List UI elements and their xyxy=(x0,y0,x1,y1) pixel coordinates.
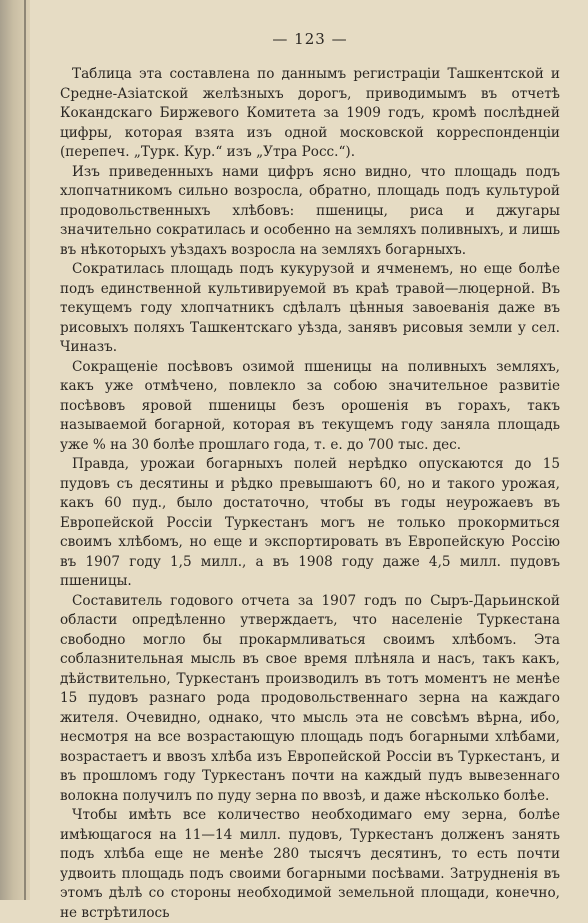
paragraph-3: Сократилась площадь подъ кукурузой и ячменемъ, но еще болѣе подъ единственной культивируемой въ краѣ травой—люцерной. Въ текущемъ году хлопчатникъ сдѣлалъ цѣнныя завоеванiя даже въ рисовыхъ поляхъ Ташкентскаго уѣзда, занявъ рисовыя земли у сел. Чиназъ. xyxy=(60,261,560,355)
binding-edge xyxy=(24,0,26,900)
paragraph-6: Составитель годового отчета за 1907 годъ по Сыръ-Дарьинской области опредѣленно утверждаетъ, что населенiе Туркестана свободно могло бы прокармливаться своимъ хлѣбомъ. Эта соблазнительная мысль въ свое время плѣняла и насъ, такъ какъ, дѣйствительно, Туркестанъ производилъ въ тотъ моментъ не менѣе 15 пудовъ разнаго рода продовольственнаго зерна на каждаго жителя. Очевидно, однако, что мысль эта не совсѣмъ вѣрна, ибо, несмотря на все возрастающую площадь подъ богарными хлѣбами, возрастаетъ и ввозъ хлѣба изъ Европейской Россiи въ Туркестанъ, и въ прошломъ году Туркестанъ почти на каждый пудъ вывезеннаго волокна получилъ по пуду зерна по ввозѣ, и даже нѣсколько болѣе. xyxy=(60,592,560,804)
paragraph-5: Правда, урожаи богарныхъ полей нерѣдко опускаются до 15 пудовъ съ десятины и рѣдко превышаютъ 60, но и такого урожая, какъ 60 пуд., было достаточно, чтобы въ годы неурожаевъ въ Европейской Россiи Туркестанъ могъ не только прокормиться своимъ хлѣбомъ, но еще и экспортировать въ Европейскую Россiю въ 1907 году 1,5 милл., а въ 1908 году даже 4,5 милл. пудовъ пшеницы. xyxy=(60,456,560,589)
paragraph-4: Сокращенiе посѣвовъ озимой пшеницы на поливныхъ земляхъ, какъ уже отмѣчено, повлекло за собою значительное развитiе посѣвовъ яровой пшеницы безъ орошенiя въ горахъ, такъ называемой богарной, которая въ текущемъ году заняла площадь уже % на 30 болѣе прошлаго года, т. е. до 700 тыс. дес. xyxy=(60,358,560,453)
paragraph-2: Изъ приведенныхъ нами цифръ ясно видно, что площадь подъ хлопчатникомъ сильно возросла, обратно, площадь подъ культурой продовольственныхъ хлѣбовъ: пшеницы, риса и джугары значительно сократилась и особенно на земляхъ поливныхъ, и лишь въ нѣкоторыхъ уѣздахъ возросла на земляхъ богарныхъ. xyxy=(60,163,560,258)
paragraph-7: Чтобы имѣть все количество необходимаго ему зерна, болѣе имѣющагося на 11—14 милл. пудовъ, Туркестанъ долженъ занять подъ хлѣба еще не менѣе 280 тысячъ десятинъ, то есть почти удвоить площадь подъ своими богарными посѣвами. Затрудненiя въ этомъ дѣлѣ со стороны необходимой земельной площади, конечно, не встрѣтилось xyxy=(60,807,560,921)
paragraph-1: Таблица эта составлена по даннымъ регистрацiи Ташкентской и Средне-Азiатской желѣзныхъ дорогъ, приводимымъ въ отчетѣ Кокандскаго Биржевого Комитета за 1909 годъ, кромѣ послѣдней цифры, которая взята изъ одной московской корреспонденцiи (перепеч. „Турк. Кур.“ изъ „Утра Росс.“). xyxy=(60,66,560,160)
page-number: — 123 — xyxy=(272,30,348,48)
book-binding-gutter xyxy=(0,0,30,900)
book-page xyxy=(60,30,560,923)
